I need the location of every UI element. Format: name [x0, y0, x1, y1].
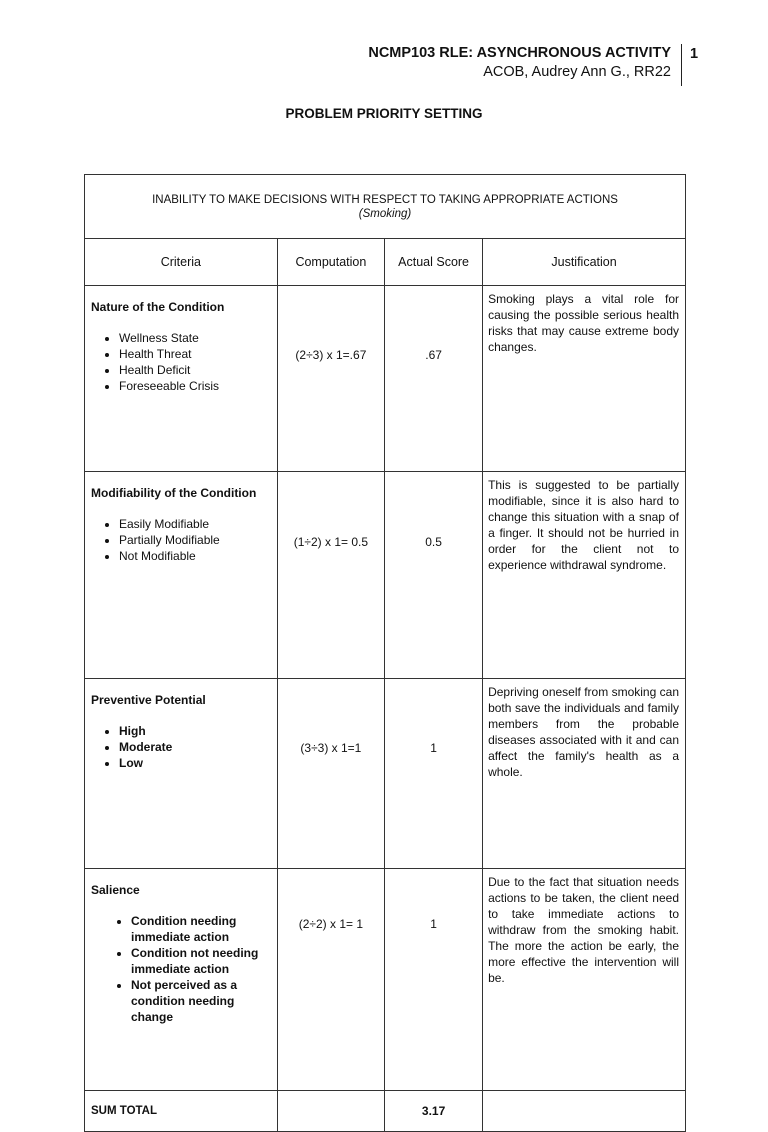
list-item: • Partially Modifiable	[119, 532, 271, 548]
computation-cell: (1÷2) x 1= 0.5	[277, 472, 384, 679]
header-title: NCMP103 RLE: ASYNCHRONOUS ACTIVITY	[368, 45, 671, 61]
score-cell: 1	[385, 869, 483, 1091]
score-cell: 0.5	[385, 472, 483, 679]
table-banner-cell	[85, 175, 686, 239]
score-cell: .67	[385, 286, 483, 472]
table-banner-row	[85, 175, 686, 239]
page-number: 1	[690, 46, 699, 62]
criterion-options	[91, 723, 271, 771]
list-item: • Foreseeable Crisis	[119, 378, 271, 394]
list-item: • Health Deficit	[119, 362, 271, 378]
total-row	[85, 1091, 686, 1132]
table-row	[85, 679, 686, 869]
list-item: • Condition not needing immediate action	[131, 945, 271, 977]
problem-subject: (Smoking)	[358, 207, 412, 220]
total-computation-cell	[277, 1091, 384, 1132]
list-item: • Not Modifiable	[119, 548, 271, 564]
computation-cell: (2÷2) x 1= 1	[277, 869, 384, 1091]
criterion-cell	[85, 869, 278, 1091]
list-item: • Wellness State	[119, 330, 271, 346]
criterion-cell	[85, 472, 278, 679]
problem-statement: INABILITY TO MAKE DECISIONS WITH RESPECT TO TAKING APPROPRIATE ACTIONS	[152, 193, 618, 206]
table-header-row	[85, 239, 686, 286]
document-title: PROBLEM PRIORITY SETTING	[285, 106, 483, 121]
list-item: • Easily Modifiable	[119, 516, 271, 532]
list-item: • Condition needing immediate action	[131, 913, 271, 945]
criterion-options	[91, 913, 271, 1025]
table-row	[85, 472, 686, 679]
priority-table	[84, 174, 686, 1132]
list-item: • Low	[119, 755, 271, 771]
list-item: • Not perceived as a condition needing change	[131, 977, 271, 1025]
justification-cell: This is suggested to be partially modifiable, since it is also hard to change this situation with a snap of a finger. It should not be hurried in order for the client not to experience withdrawal syndrome.	[483, 472, 686, 679]
criterion-options	[91, 330, 271, 394]
column-header-criteria: Criteria	[85, 239, 278, 286]
column-header-justification: Justification	[483, 239, 686, 286]
header-author: ACOB, Audrey Ann G., RR22	[483, 64, 671, 80]
list-item: • Health Threat	[119, 346, 271, 362]
criterion-name: Salience	[91, 883, 140, 897]
criterion-cell	[85, 679, 278, 869]
table-row	[85, 869, 686, 1091]
total-justification-cell	[483, 1091, 686, 1132]
criterion-name: Preventive Potential	[91, 693, 206, 707]
justification-cell: Smoking plays a vital role for causing the possible serious health risks that may cause extreme body changes.	[483, 286, 686, 472]
justification-cell: Due to the fact that situation needs actions to be taken, the client need to take immediate actions to withdraw from the smoking habit. The more the action be early, the more effective the intervention will be.	[483, 869, 686, 1091]
list-item: • Moderate	[119, 739, 271, 755]
total-label: SUM TOTAL	[85, 1091, 278, 1132]
column-header-actual-score: Actual Score	[385, 239, 483, 286]
total-value: 3.17	[385, 1091, 483, 1132]
score-cell: 1	[385, 679, 483, 869]
justification-cell: Depriving oneself from smoking can both save the individuals and family members from the probable diseases associated with it and can affect the family's health as a whole.	[483, 679, 686, 869]
criterion-name: Nature of the Condition	[91, 300, 225, 314]
criterion-options	[91, 516, 271, 564]
column-header-computation: Computation	[277, 239, 384, 286]
list-item: • High	[119, 723, 271, 739]
table-row	[85, 286, 686, 472]
computation-cell: (2÷3) x 1=.67	[277, 286, 384, 472]
criterion-cell	[85, 286, 278, 472]
document-header	[368, 44, 682, 86]
criterion-name: Modifiability of the Condition	[91, 486, 257, 500]
computation-cell: (3÷3) x 1=1	[277, 679, 384, 869]
